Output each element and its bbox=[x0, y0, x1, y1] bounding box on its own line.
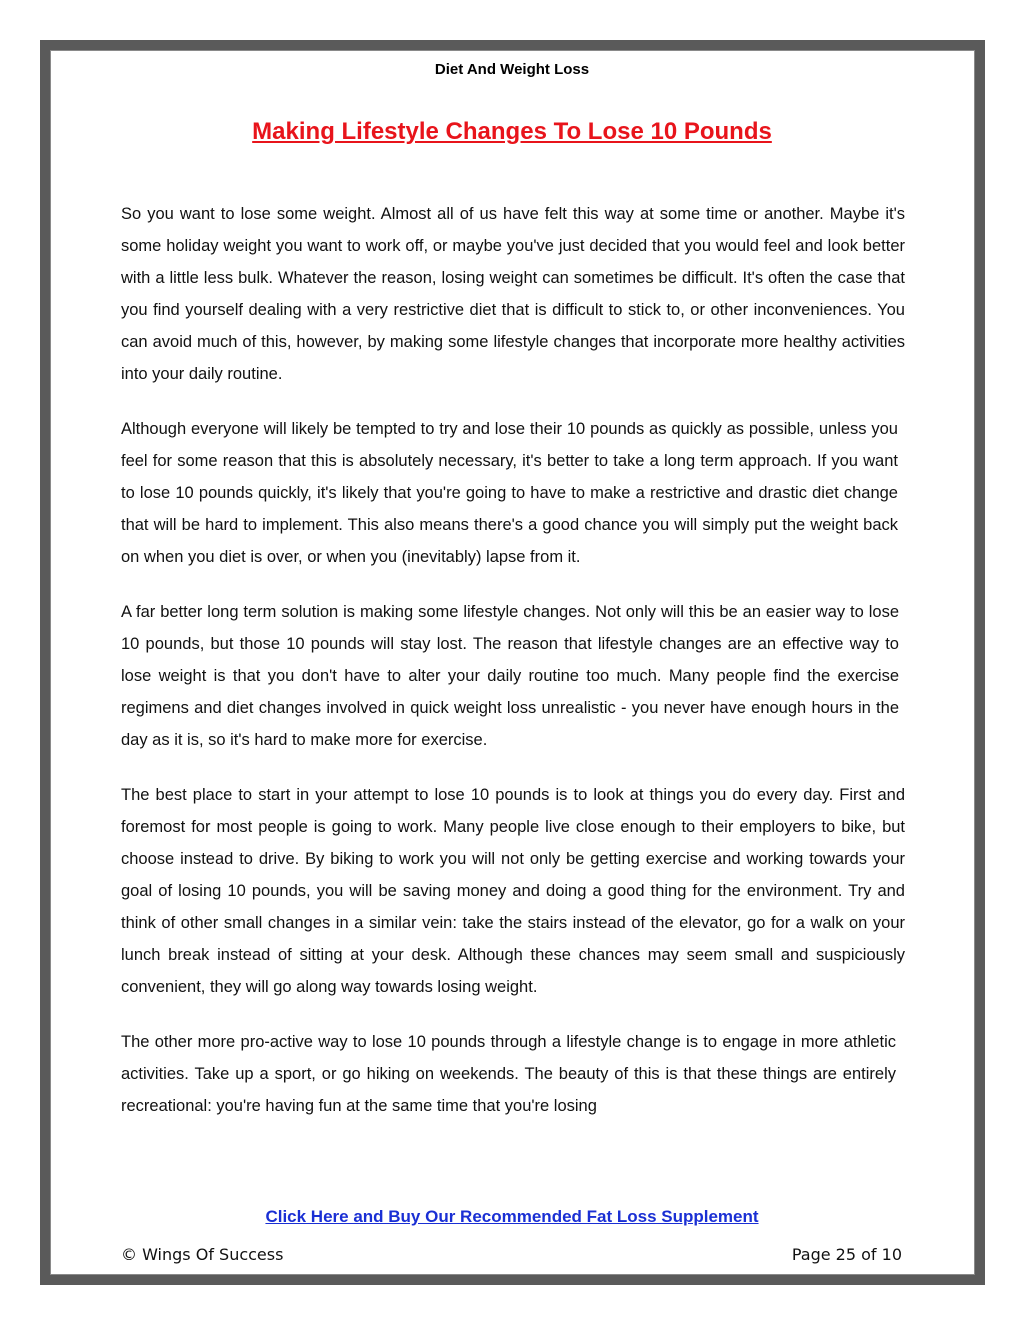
footer-copyright: © Wings Of Success bbox=[121, 1245, 284, 1264]
footer-page-number: Page 25 of 10 bbox=[791, 1245, 902, 1264]
article-paragraph: The best place to start in your attempt to lose 10 pounds is to look at things you do every day. First and foremost for most people is going to work. Many people live close enough to their employers to bike, but choose instead to drive. By biking to work you will not only be getting exercise and working towards your goal of losing 10 pounds, you will be saving money and doing a good thing for the environment. Try and think of other small changes in a similar vein: take the stairs instead of the elevator, go for a walk on your lunch break instead of sitting at your desk. Although these chances may seem small and suspiciously convenient, they will go along way towards losing weight. bbox=[121, 786, 905, 996]
buy-supplement-link[interactable]: Click Here and Buy Our Recommended Fat Loss Supplement bbox=[265, 1207, 759, 1226]
article-paragraph: A far better long term solution is making some lifestyle changes. Not only will this be an easier way to lose 10 pounds, but those 10 pounds will stay lost. The reason that lifestyle changes are an effective way to lose weight is that you don't have to alter your daily routine too much. Many people find the exercise regimens and diet changes involved in quick weight loss unrealistic - you never have enough hours in the day as it is, so it's hard to make more for exercise. bbox=[121, 603, 899, 749]
article-paragraph: The other more pro-active way to lose 10 pounds through a lifestyle change is to engage in more athletic activities. Take up a sport, or go hiking on weekends. The beauty of this is that these things are entirely recreational: you're having fun at the same time that you're losing bbox=[121, 1033, 896, 1115]
page-header-title: Diet And Weight Loss bbox=[434, 61, 590, 78]
article-paragraph: Although everyone will likely be tempted to try and lose their 10 pounds as quickly as possible, unless you feel for some reason that this is absolutely necessary, it's better to take a long term approach. If you want to lose 10 pounds quickly, it's likely that you're going to have to make a restrictive and drastic diet change that will be hard to implement. This also means there's a good chance you will simply put the weight back on when you diet is over, or when you (inevitably) lapse from it. bbox=[121, 420, 898, 566]
article-body bbox=[121, 198, 905, 1145]
article-paragraph: So you want to lose some weight. Almost all of us have felt this way at some time or another. Maybe it's some holiday weight you want to work off, or maybe you've just decided that you would feel and look better with a little less bulk. Whatever the reason, losing weight can sometimes be difficult. It's often the case that you find yourself dealing with a very restrictive diet that is difficult to stick to, or other inconveniences. You can avoid much of this, however, by making some lifestyle changes that incorporate more healthy activities into your daily routine. bbox=[121, 205, 905, 383]
article-heading: Making Lifestyle Changes To Lose 10 Pounds bbox=[252, 118, 772, 145]
